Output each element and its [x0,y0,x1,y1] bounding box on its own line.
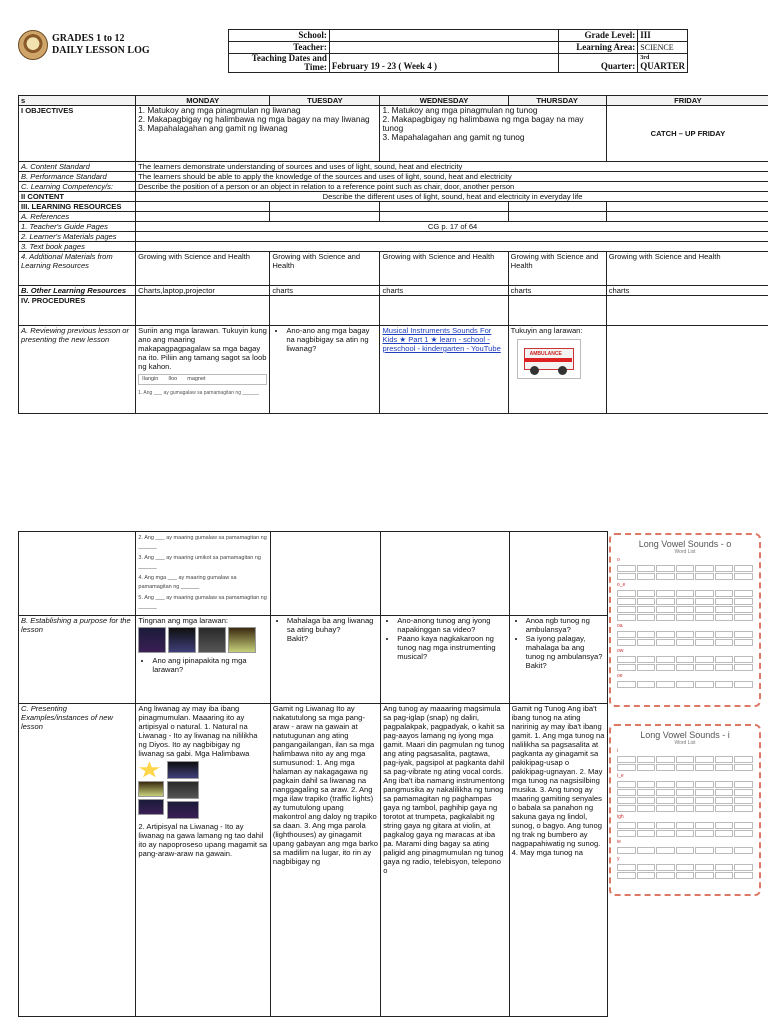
document-title [52,33,150,57]
volcano-image [167,801,199,819]
choice: magnet [187,376,206,382]
teachers-guide-value: CG p. 17 of 64 [136,222,768,232]
other-resources-wednesday: charts [380,286,508,296]
light-images-row [138,627,267,653]
worksheet-row [138,534,267,552]
reviewing-tuesday [270,326,380,414]
friday-catch-up: CATCH – UP FRIDAY [606,106,768,162]
other-resources-thursday: charts [508,286,606,296]
learning-area-label: Learning Area: [558,42,638,54]
purpose-tuesday [270,616,380,704]
purpose-thursday [509,616,607,704]
worksheet-line: 2. Ang ___ ay maaring gumalaw sa pamamagitan ng ______ [138,535,267,550]
moon-image [168,627,196,653]
empty-cell [136,212,270,222]
empty-cell [606,296,768,326]
choice: Ilangin [142,376,159,382]
ambulance-label: AMBULANCE [529,351,562,357]
content-value: Describe the different uses of light, sound, heat and electricity in everyday life [136,192,768,202]
section-marker: y [617,856,620,862]
learning-resources-label: III. LEARNING RESOURCES [19,202,136,212]
title-line-1: GRADES 1 to 12 [52,33,125,44]
empty-cell [270,296,380,326]
card-title: Long Vowel Sounds - o [638,539,732,549]
presenting-examples-label: C. Presenting Examples/instances of new lesson [19,704,136,1017]
empty-cell [136,202,270,212]
bullet-question: • Ano-ano ang mga bagay na nagbibigay sa atin ng liwanag? [286,326,377,353]
day-header-monday: MONDAY [136,96,270,106]
empty-cell [606,212,768,222]
purpose-monday-intro: Tingnan ang mga larawan: [138,616,229,625]
lesson-log-table-2 [18,531,608,1017]
teaching-dates-value: February 19 - 23 ( Week 4 ) [329,54,558,73]
learning-competency-value: Describe the position of a person or an object in relation to a reference point such as chair, door, another person [136,182,768,192]
worksheet-line: 3. Ang ___ ay maaring umikot sa pamamagitan ng ______ [138,555,261,570]
reviewing-monday [136,326,270,414]
content-standard-label: A. Content Standard [19,162,136,172]
performance-standard-value: The learners should be able to apply the knowledge of the sources and uses of light, sound, heat and electricity [136,172,768,182]
word-grid [617,631,753,646]
school-label: School: [229,30,330,42]
empty-cell [381,532,509,616]
ambulance-wheel [530,366,539,375]
objectives-label: I OBJECTIVES [19,106,136,162]
objective: 2. Makapagbigay ng halimbawa ng mga bagay na may tunog [382,114,584,133]
purpose-monday [136,616,270,704]
section-marker: o [617,557,620,563]
empty-cell [136,242,768,252]
purpose-wednesday [381,616,509,704]
wednesday-objectives [380,106,606,162]
section-marker: i [617,748,619,754]
section-marker: oe [617,673,623,679]
grade-level-label: Grade Level: [558,30,638,42]
additional-materials-wednesday: Growing with Science and Health [380,252,508,286]
teachers-guide-label: 1. Teacher's Guide Pages [19,222,136,232]
natural-light-images [138,761,267,819]
worksheet-row [138,554,267,572]
reviewing-friday [606,326,768,414]
reviewing-wednesday [380,326,508,414]
other-resources-monday: Charts,laptop,projector [136,286,270,296]
empty-cell [508,202,606,212]
quarter-ordinal: 3rd [640,55,650,61]
presenting-thursday: Gamit ng Tunog Ang iba't ibang tunog na ating naririnig ay may iba't ibang gamit. 1. Ang mga tunog na nalilikha sa pagsasalita at pagkanta ay ginagamit sa pakikipag-usap o pakikipag-ugnayan. 2. May mga tunog na nagsisilbing musika. 3. Ang tunog ay maaring gamiting senyales o babala sa panahon ng sakuna gaya ng lindol, sunog, o bagyo. Ang tunog ng trak ng bumbero ay nagpapahiwatig ng sunog. 4. May mga tunog na [509,704,607,1017]
presenting-monday-text: Ang liwanag ay may iba ibang pinagmumulan. Maaaring ito ay artipisyal o natural. 1. Natural na Liwanag - Ito ay liwanag na nililikha ng Diyos. Ito ay nagbibigay ng liwanag sa gabi. Mga Halimbawa [138,704,258,758]
choices-box [138,374,267,385]
word-grid [617,565,753,580]
firefly-image [138,799,164,815]
section-marker: oa [617,623,623,629]
empty-cell [270,212,380,222]
reviewing-label: A. Reviewing previous lesson or presenting the new lesson [19,326,136,414]
word-grid [617,822,753,837]
worksheet-row [138,594,267,612]
quarter-text: QUARTER [640,61,685,71]
presenting-monday [136,704,270,1017]
quarter-value [638,54,688,73]
other-resources-tuesday: charts [270,286,380,296]
monday-objectives [136,106,380,162]
objective: 3. Mapahalagahan ang gamit ng tunog [382,132,525,142]
image-column [138,761,164,819]
city-lights-image [138,627,166,653]
empty-cell [270,532,380,616]
empty-cell [380,202,508,212]
objective: 1. Matukoy ang mga pinagmulan ng liwanag [138,105,301,115]
section-marker: o_e [617,582,626,588]
presenting-monday-text-2: 2. Artipisyal na Liwanag - Ito ay liwanag na gawa lamang ng tao dahil ito ay napoproseso upang magamit sa pang-araw-araw na gawain. [138,822,268,858]
presenting-wednesday: Ang tunog ay maaaring magsimula sa pag-iglap (snap) ng daliri, pagpalakpak, pagpadyak, o kahit sa pag-aayos lamang ng iyong mga gamit. Maari din pagmulan ng tunog ang ating pagsasalita, pagtawa, pag-iyak, pagsipol at pagkanta dahil sa pag-vibrate ng ating vocal cords. Ang iba't iba namang instrumentong pangmusika ay nakalilikha ng tunog sa pamamagitan ng paghampas gaya ng tambol, paghihip gaya ng torotot at trumpeta, pagkalabit ng string gaya ng gitara at violin, at pagkalog gaya ng maracas at iba pa. Marami ding bagay sa ating paligid ang pinagmumulan ng tunog gaya ng radio, telebisyon, telepono o [381,704,509,1017]
header-table [228,29,688,73]
reviewing-thursday [508,326,606,414]
lesson-log-table-1 [18,95,768,414]
day-header-tuesday: TUESDAY [270,96,380,106]
word-grid [617,781,753,812]
lamp-image [198,627,226,653]
content-label: II CONTENT [19,192,136,202]
empty-cell [508,212,606,222]
performance-standard-label: B. Performance Standard [19,172,136,182]
textbook-pages-label: 3. Text book pages [19,242,136,252]
teaching-dates-label-line-1: Teaching Dates and [251,53,327,63]
worksheet-line: 4. Ang mga ___ ay maaring gumalaw sa pamamagitan ng ______ [138,575,237,590]
section-marker: ow [617,648,624,654]
day-header-wednesday: WEDNESDAY [380,96,508,106]
empty-cell [380,296,508,326]
choice: Iloo [168,376,178,382]
bullet-question: • Anoa ngb tunog ng ambulansya? [526,616,605,634]
moon-night-image [167,761,199,779]
school-value [329,30,558,42]
house-image [228,627,256,653]
card-subtitle: Word List [674,740,696,746]
teaching-dates-label [229,54,330,73]
bullet-question: • Sa iyong palagay, mahalaga ba ang tunog ng ambulansya? Bakit? [526,634,605,670]
reviewing-thursday-text: Tukuyin ang larawan: [510,326,583,335]
learners-materials-label: 2. Learner's Materials pages [19,232,136,242]
empty-cell [19,532,136,616]
ambulance-wheel [558,366,567,375]
other-resources-label: B. Other Learning Resources [19,286,136,296]
image-column [167,761,199,819]
ambulance-image [517,339,581,379]
other-resources-friday: charts [606,286,768,296]
word-grid [617,681,753,688]
additional-materials-friday: Growing with Science and Health [606,252,768,286]
card-subtitle: Word List [674,549,696,555]
empty-cell [380,212,508,222]
worksheet-continuation [136,532,270,616]
section-marker: i_e [617,773,624,779]
bullet-question: Bakit? [286,634,308,643]
worksheet-line: 1. Ang ___ ay gumagalaw sa pamamagitan ng ______ [138,390,260,396]
content-standard-value: The learners demonstrate understanding of sources and uses of light, sound, heat and electricity [136,162,768,172]
word-list-card-i [609,724,761,896]
learning-area-value: SCIENCE [638,42,688,54]
references-label: A. References [19,212,136,222]
word-grid [617,756,753,771]
day-header-thursday: THURSDAY [508,96,606,106]
objective: 3. Mapahalagahan ang gamit ng liwanag [138,123,288,133]
bullet-question: • Ano-anong tunog ang iyong napakinggan sa video? [397,616,506,634]
word-grid [617,590,753,621]
word-grid [617,864,753,879]
corner-cell: s [19,96,136,106]
bullet-question: • Mahalaga ba ang liwanag sa ating buhay? [287,616,378,634]
additional-materials-label: 4. Additional Materials from Learning Resources [19,252,136,286]
section-marker: ie [617,839,621,845]
day-header-friday: FRIDAY [606,96,768,106]
quarter-label: Quarter: [558,54,638,73]
empty-cell [606,202,768,212]
objective: 1. Matukoy ang mga pinagmulan ng tunog [382,105,538,115]
word-list-card-o [609,533,761,707]
establishing-purpose-label: B. Establishing a purpose for the lesson [19,616,136,704]
word-grid [617,847,753,854]
empty-cell [509,532,607,616]
youtube-video-link[interactable]: Musical Instruments Sounds For Kids ★ Part 1 ★ learn - school - preschool - kindergarten - YouTube [382,326,501,353]
learning-competency-label: C. Learning Competency/s: [19,182,136,192]
worksheet-row [138,574,267,592]
grade-level-value: III [638,30,688,42]
objective: 2. Makapagbigay ng halimbawa ng mga bagay na may liwanag [138,114,370,124]
lightning-image [167,781,199,799]
worksheet-line: 5. Ang ___ ay maaring gumalaw sa pamamagitan ng ______ [138,595,267,610]
sun-star-image [138,761,160,779]
procedures-label: IV. PROCEDURES [19,296,136,326]
deped-seal-logo [18,30,48,60]
teaching-dates-label-line-2: Time: [304,62,327,72]
empty-cell [508,296,606,326]
additional-materials-thursday: Growing with Science and Health [508,252,606,286]
card-title: Long Vowel Sounds - i [640,730,730,740]
additional-materials-monday: Growing with Science and Health [136,252,270,286]
word-grid [617,656,753,671]
empty-cell [136,296,270,326]
reviewing-monday-text: Suriin ang mga larawan. Tukuyin kung ano ang maaring makapagpagpagalaw sa mga bagay na ito. Piliin ang tamang sagot sa loob ng kahon. [138,326,267,371]
bullet-question: • Paano kaya nagkakaroon ng tunog nag mga instrumenting musical? [397,634,506,661]
additional-materials-tuesday: Growing with Science and Health [270,252,380,286]
fire-image [138,781,164,797]
bullet-question: • Ano ang ipinapakita ng mga larawan? [152,656,267,674]
title-line-2: DAILY LESSON LOG [52,45,150,56]
teacher-value [329,42,558,54]
section-marker: igh [617,814,624,820]
empty-cell [270,202,380,212]
presenting-tuesday: Gamit ng Liwanag Ito ay nakatutulong sa mga pang-araw - araw na gawain at natutugunan ang ating pangangailangan, ilan sa mga halimbawa nito ay ang mga sumusunod: 1. Ang mga halaman ay nakagagawa ng pagkain dahil sa liwanag na nanggagaling sa araw. 2. Ang mga ilaw trapiko (traffic lights) ay tumutulong upang makontrol ang daloy ng trapiko sa daan. 3. Ang mga parola (lighthouses) ay ginagamit upang gabayan ang mga barko sa madilim na lugar, ito rin ay nagbibigay ng [270,704,380,1017]
teacher-label: Teacher: [229,42,330,54]
empty-cell [136,232,768,242]
